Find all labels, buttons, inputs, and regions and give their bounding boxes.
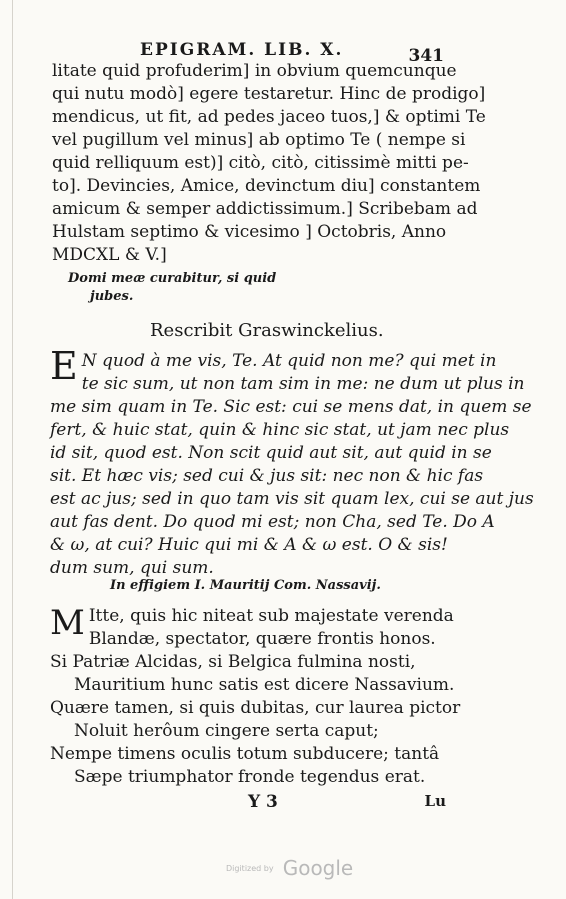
text-line: amicum & semper addictissimum.] Scribebam ad <box>52 199 478 219</box>
poem-line: Itte, quis hic niteat sub majestate verenda <box>88 606 454 626</box>
letter-text <box>52 60 512 267</box>
text-line: fert, & huic stat, quin & hinc sic stat, ut jam nec plus <box>50 420 510 440</box>
note-line: jubes. <box>90 289 134 304</box>
text-line: te sic sum, ut non tam sim in me: ne dum ut plus in <box>81 374 525 394</box>
text-line: me sim quam in Te. Sic est: cui se mens dat, in quem se <box>50 397 532 417</box>
note-line: Domi meæ curabitur, si quid <box>68 271 277 286</box>
catchword: Lu <box>424 792 446 810</box>
text-line: sit. Et hæc vis; sed cui & jus sit: nec non & hic fas <box>50 466 484 486</box>
drop-cap: M <box>50 603 85 643</box>
poem <box>50 605 470 789</box>
page-number: 341 <box>408 46 444 66</box>
gutter-line <box>12 0 13 899</box>
poem-line: Sæpe triumphator fronde tegendus erat. <box>74 767 426 787</box>
signature-mark: Y 3 <box>248 792 278 812</box>
poem-line: Si Patriæ Alcidas, si Belgica fulmina nosti, <box>50 652 416 672</box>
text-line: litate quid profuderim] in obvium quemcunque <box>52 61 457 81</box>
poem-line: Noluit herôum cingere serta caput; <box>74 721 379 741</box>
text-line: dum sum, qui sum. <box>50 558 214 578</box>
poem-line: Mauritium hunc satis est dicere Nassavium. <box>74 675 455 695</box>
drop-cap: E <box>50 344 78 388</box>
digitization-watermark <box>226 856 353 880</box>
text-line: est ac jus; sed in quo tam vis sit quam lex, cui se aut jus <box>50 489 534 509</box>
text-line: qui nutu modò] egere testaretur. Hinc de prodigo] <box>52 84 486 104</box>
text-line: vel pugillum vel minus] ab optimo Te ( nempe si <box>52 130 466 150</box>
text-line: aut fas dent. Do quod mi est; non Cha, sed Te. Do A <box>50 512 495 532</box>
text-line: & ω, at cui? Huic qui mi & A & ω est. O & sis! <box>50 535 448 555</box>
poem-caption: In effigiem I. Mauritij Com. Nassavij. <box>110 578 381 593</box>
text-line: Hulstam septimo & vicesimo ] Octobris, Anno <box>52 222 447 242</box>
watermark-small-text: Digitized by <box>226 863 274 873</box>
text-line: to]. Devincies, Amice, devinctum diu] constantem <box>52 176 481 196</box>
text-line: MDCXL & V.] <box>52 245 167 265</box>
section-title: Rescribit Graswinckelius. <box>150 320 384 341</box>
text-line: mendicus, ut fit, ad pedes jaceo tuos,] & optimi Te <box>52 107 486 127</box>
poem-line: Quære tamen, si quis dubitas, cur laurea pictor <box>50 698 461 718</box>
text-line: quid relliquum est)] citò, citò, citissimè mitti pe- <box>52 153 469 173</box>
running-title: EPIGRAM. LIB. X. <box>140 40 344 60</box>
poem-line: Nempe timens oculis totum subducere; tantâ <box>50 744 440 764</box>
marginal-note <box>68 270 328 306</box>
poem-line: Blandæ, spectator, quære frontis honos. <box>88 629 436 649</box>
text-line: id sit, quod est. Non scit quid aut sit, aut quid in se <box>50 443 492 463</box>
watermark-logo-text: Google <box>282 856 354 880</box>
reply-text <box>50 344 534 580</box>
text-line: N quod à me vis, Te. At quid non me? qui met in <box>81 351 497 371</box>
